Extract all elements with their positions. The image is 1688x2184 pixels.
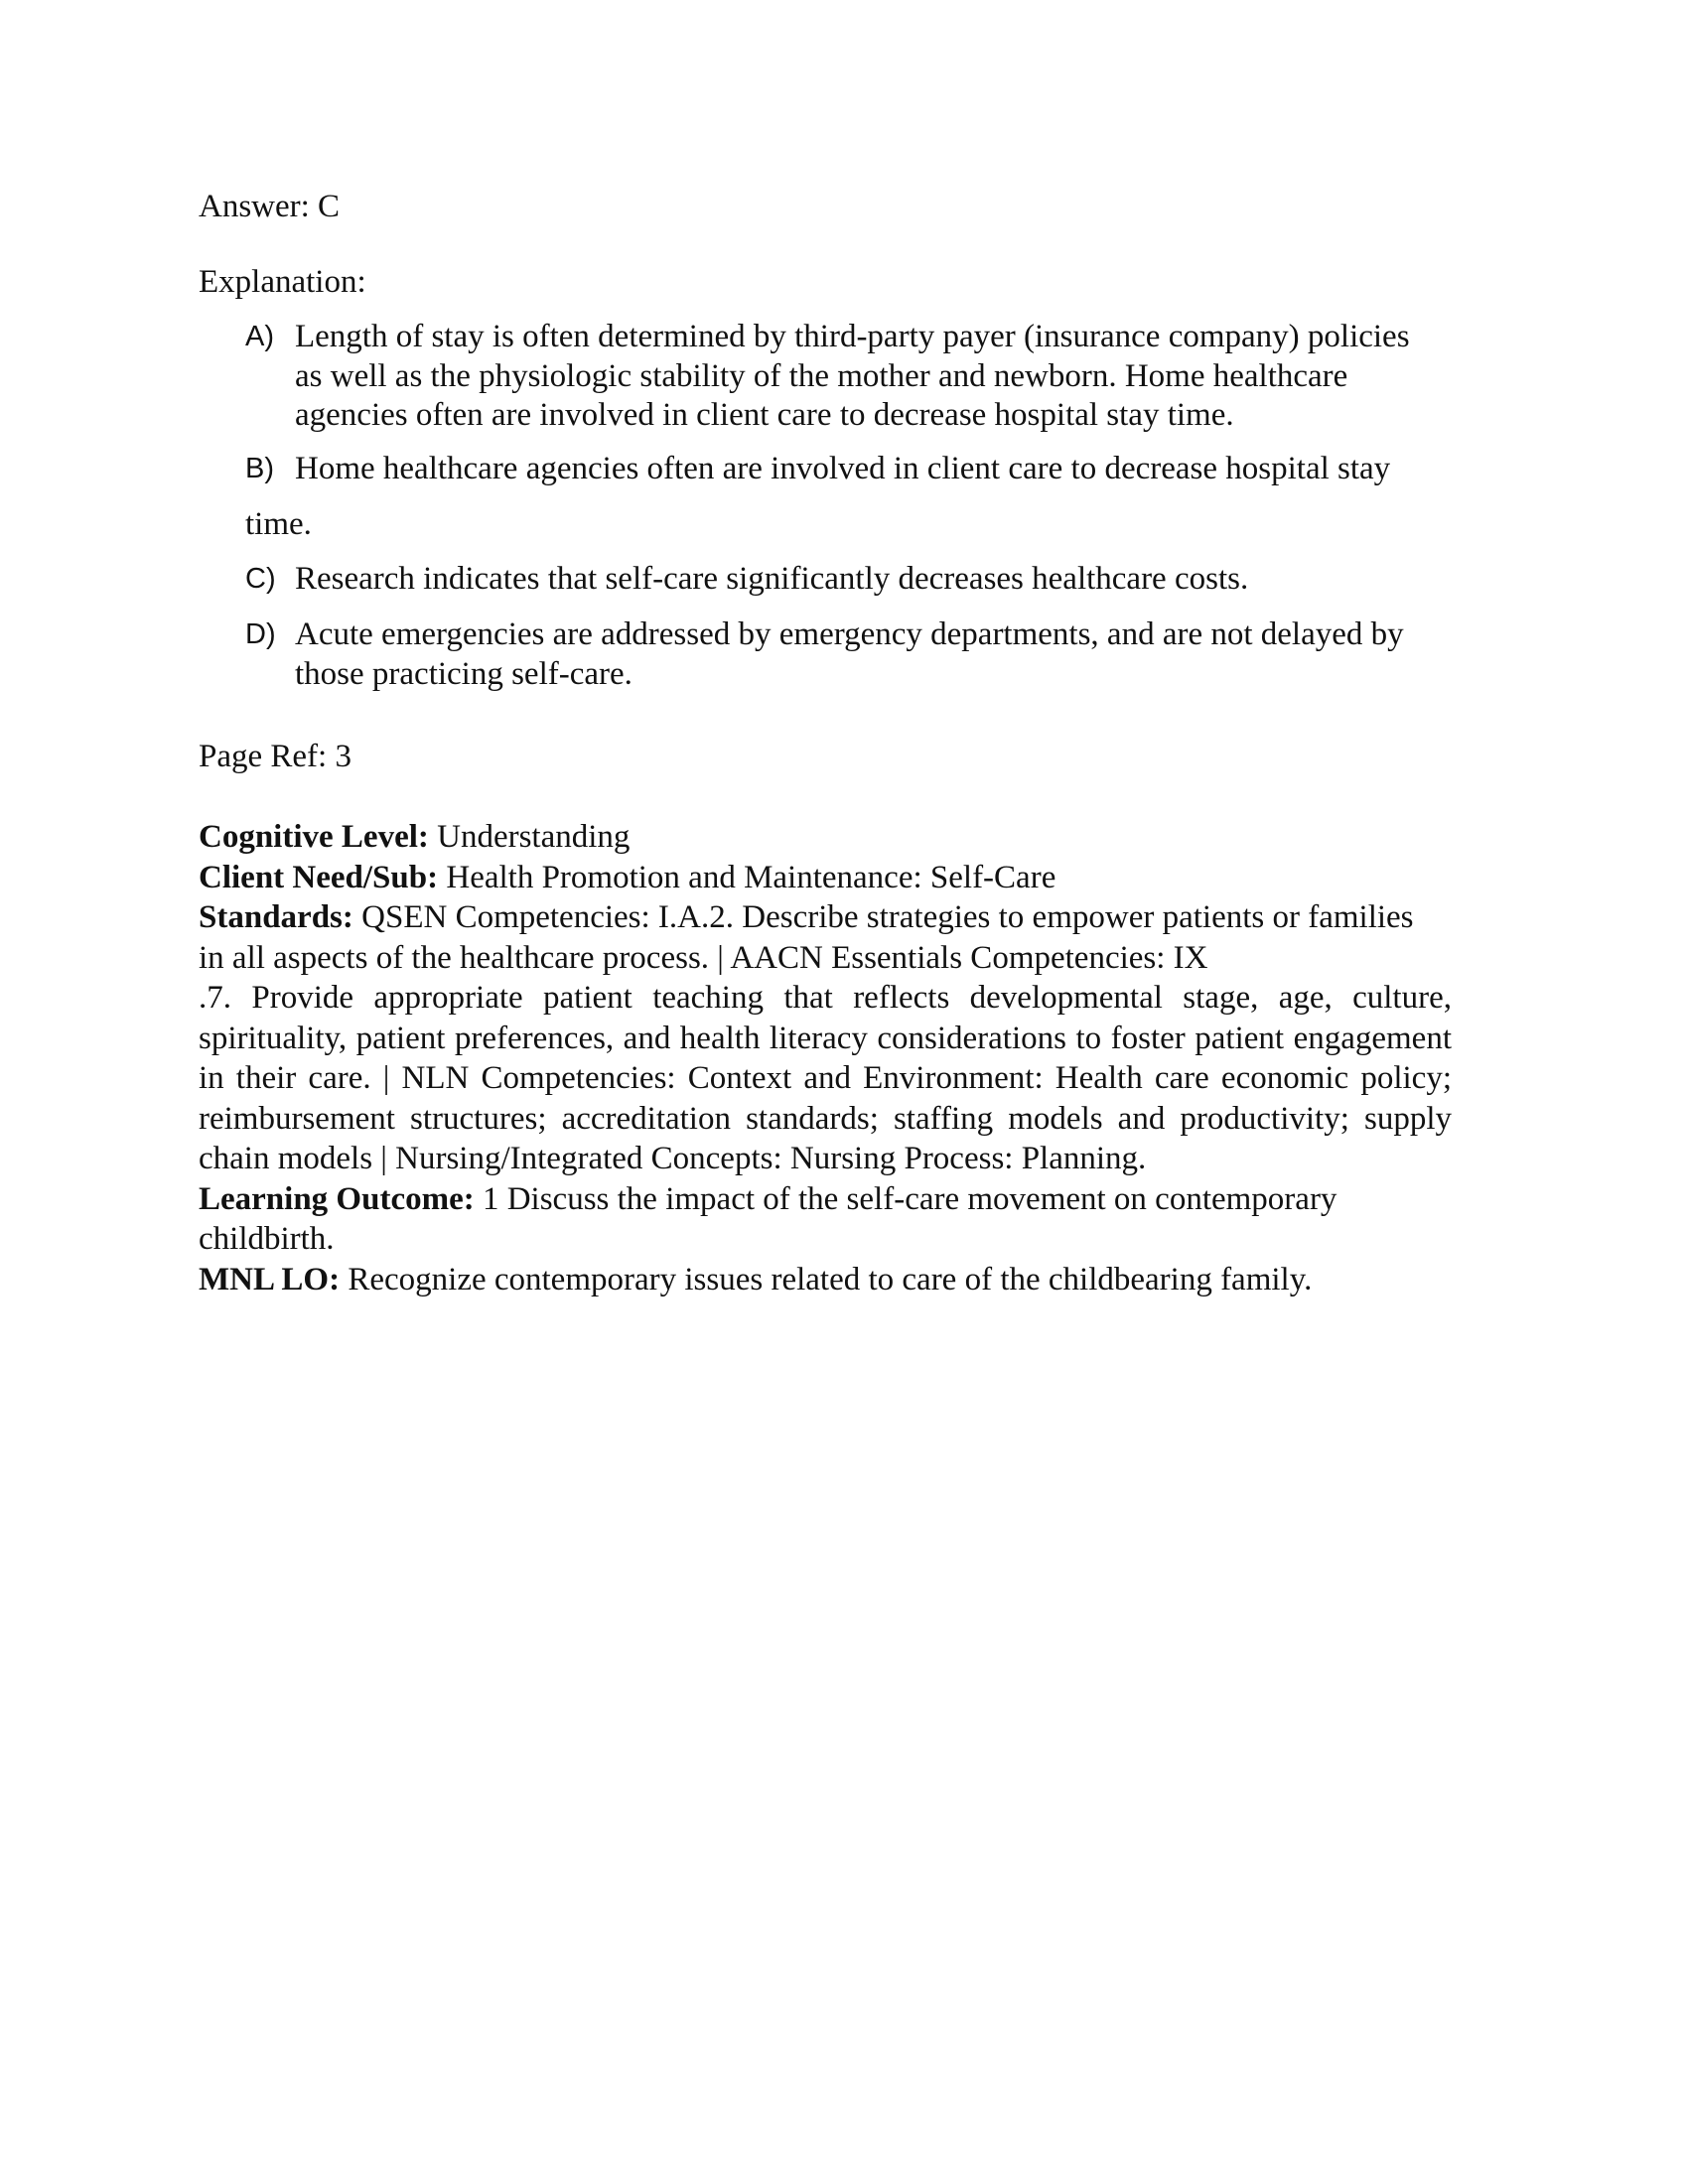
option-b [245, 450, 1437, 489]
option-text: Research indicates that self-care significantly decreases healthcare costs. [295, 561, 1249, 597]
option-text: Length of stay is often determined by third-party payer (insurance company) policies as well as the physiologic stability of the mother and newborn. Home healthcare agencies often are involved in client care to decrease hospital stay time. [295, 319, 1410, 433]
standards [199, 897, 1452, 1179]
page-ref: Page Ref: 3 [199, 739, 352, 774]
client-need-label: Client Need/Sub: [199, 859, 439, 895]
option-letter: D) [245, 618, 276, 650]
standards-rest: .7. Provide appropriate patient teaching that reflects developmental stage, age, culture, spirituality, patient preferences, and health literacy considerations to foster patient engagement in their care. | NLN Competencies: Context and Environment: Health care economic policy; reimbursement structures; accreditation standards; staffing models and productivity; supply chain models | Nursing/Integrated Concepts: Nursing Process: Planning. [199, 980, 1452, 1176]
standards-label: Standards: [199, 899, 353, 935]
option-letter: C) [245, 563, 276, 595]
client-need [199, 858, 1452, 898]
standards-line2: in all aspects of the healthcare process. | AACN Essentials Competencies: IX [199, 939, 1208, 976]
mnl-lo-value: Recognize contemporary issues related to care of the childbearing family. [348, 1261, 1313, 1297]
metadata-block [199, 817, 1452, 1299]
cognitive-level-value: Understanding [437, 819, 631, 855]
mnl-lo [199, 1260, 1452, 1300]
cognitive-level [199, 817, 1452, 858]
option-a [245, 318, 1437, 436]
learning-outcome-value: 1 Discuss the impact of the self-care movement on contemporary childbirth. [199, 1180, 1337, 1257]
option-d [245, 615, 1437, 694]
option-c [245, 560, 1437, 600]
mnl-lo-label: MNL LO: [199, 1261, 341, 1297]
learning-outcome [199, 1179, 1452, 1260]
client-need-value: Health Promotion and Maintenance: Self-Care [446, 859, 1056, 895]
answer-line: Answer: C [199, 189, 341, 224]
option-text: Acute emergencies are addressed by emergency departments, and are not delayed by those practicing self-care. [295, 616, 1404, 692]
standards-line1: QSEN Competencies: I.A.2. Describe strategies to empower patients or families [361, 899, 1414, 935]
option-text: Home healthcare agencies often are involved in client care to decrease hospital stay [295, 451, 1391, 486]
learning-outcome-label: Learning Outcome: [199, 1180, 475, 1217]
cognitive-level-label: Cognitive Level: [199, 819, 429, 855]
explanation-heading: Explanation: [199, 264, 366, 300]
option-b-continuation: time. [245, 506, 312, 542]
option-letter: A) [245, 321, 274, 352]
option-letter: B) [245, 453, 274, 484]
